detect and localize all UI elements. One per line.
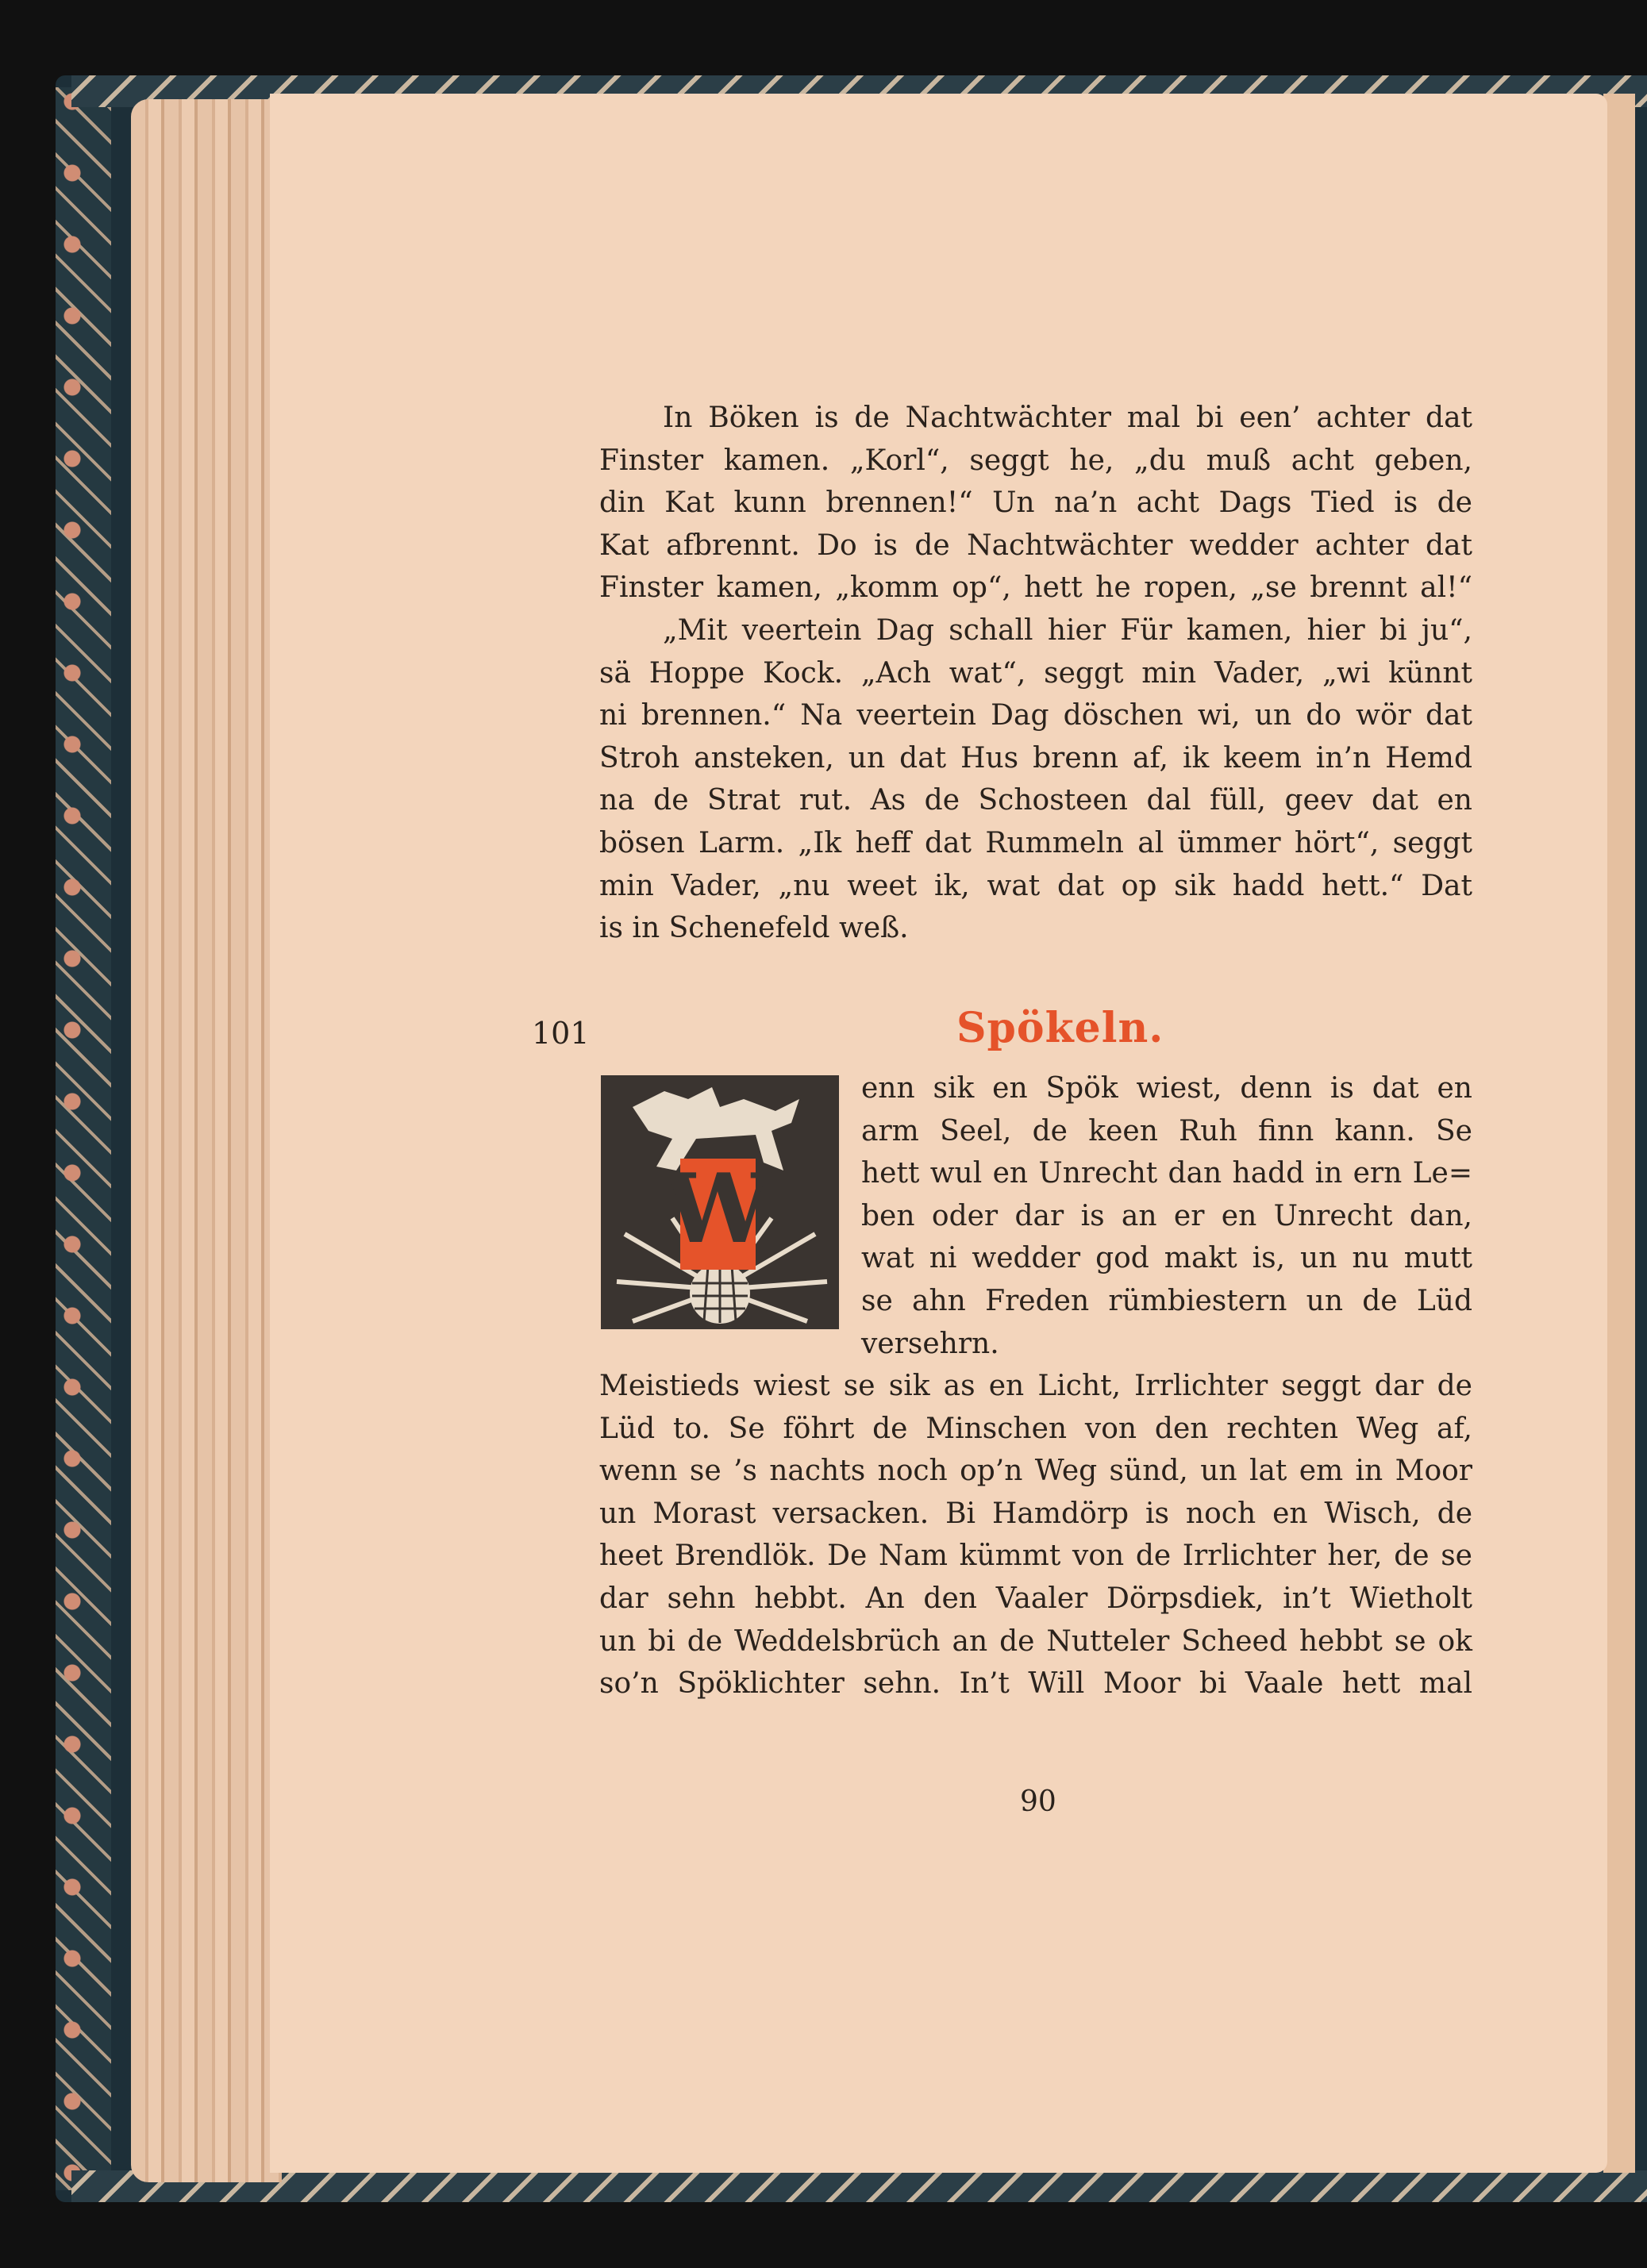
text-line: din Kat kunn brennen!“ Un na’n acht Dags Tied is de (599, 486, 1472, 520)
cover-pattern-bottom (71, 2170, 1647, 2202)
text-line: Lüd to. Se föhrt de Minschen von den rechten Weg af, (599, 1412, 1472, 1445)
text-line: Stroh ansteken, un dat Hus brenn af, ik keem in’n Hemd (599, 741, 1472, 775)
facing-page-edge (1603, 94, 1635, 2173)
text-line: is in Schenefeld weß. (599, 912, 909, 945)
text-line: un Morast versacken. Bi Hamdörp is noch en Wisch, de (599, 1497, 1472, 1530)
text-line: ben oder dar is an er en Unrecht dan, (861, 1199, 1472, 1232)
drop-cap-text (861, 1067, 1472, 1365)
text-line: dar sehn hebbt. An den Vaaler Dörpsdiek, in’t Wietholt (599, 1582, 1472, 1615)
text-line: In Böken is de Nachtwächter mal bi een’ achter dat (663, 402, 1472, 434)
text-line: wat ni wedder god makt is, un nu mutt (861, 1242, 1472, 1275)
decorated-initial (601, 1075, 839, 1329)
text-line: un bi de Weddelsbrüch an de Nutteler Scheed hebbt se ok (599, 1624, 1472, 1658)
page-edges (131, 99, 282, 2182)
text-line: Kat afbrennt. Do is de Nachtwächter wedder achter dat (599, 529, 1472, 562)
text-line: Finster kamen, „komm op“, hett he ropen, „se brennt al!“ (599, 571, 1472, 605)
body-text-top (599, 397, 1472, 950)
text-line: se ahn Freden rümbiestern un de Lüd (861, 1284, 1472, 1317)
page-number: 90 (1020, 1786, 1056, 1818)
text-line: wenn se ’s nachts noch op’n Weg sünd, un lat em in Moor (599, 1455, 1472, 1488)
text-line: arm Seel, de keen Ruh finn kann. Se (861, 1114, 1472, 1147)
text-line: Finster kamen. „Korl“, seggt he, „du muß acht geben, (599, 444, 1472, 477)
cover-pattern-left (56, 87, 111, 2190)
text-line: sä Hoppe Kock. „Ach wat“, seggt min Vader, „wi künnt (599, 656, 1472, 690)
paragraph-1 (599, 397, 1472, 609)
paragraph-2 (599, 609, 1472, 950)
text-line: na de Strat rut. As de Schosteen dal füll, geev dat en (599, 784, 1472, 817)
section-heading: Spökeln. (956, 1004, 1164, 1052)
text-line: versehrn. (861, 1327, 999, 1360)
text-line: Meistieds wiest se sik as en Licht, Irrlichter seggt dar de (599, 1370, 1472, 1402)
text-line: min Vader, „nu weet ik, wat dat op sik hadd hett.“ Dat (599, 869, 1472, 902)
text-line: hett wul en Unrecht dan hadd in ern Le= (861, 1157, 1472, 1190)
text-line: so’n Spöklichter sehn. In’t Will Moor bi Vaale hett mal (599, 1667, 1472, 1701)
body-text-bottom (599, 1365, 1472, 1705)
woodcut-illustration (601, 1075, 839, 1329)
margin-number: 101 (532, 1016, 590, 1051)
text-line: ni brennen.“ Na veertein Dag döschen wi, un do wör dat (599, 699, 1472, 732)
text-line: „Mit veertein Dag schall hier Für kamen, hier bi ju“, (663, 613, 1472, 647)
text-line: heet Brendlök. De Nam kümmt von de Irrlichter her, de se (599, 1540, 1472, 1573)
initial-letter: W (664, 1153, 772, 1265)
text-line: bösen Larm. „Ik heff dat Rummeln al ümmer hört“, seggt (599, 826, 1472, 859)
text-line: enn sik en Spök wiest, denn is dat en (861, 1072, 1472, 1105)
